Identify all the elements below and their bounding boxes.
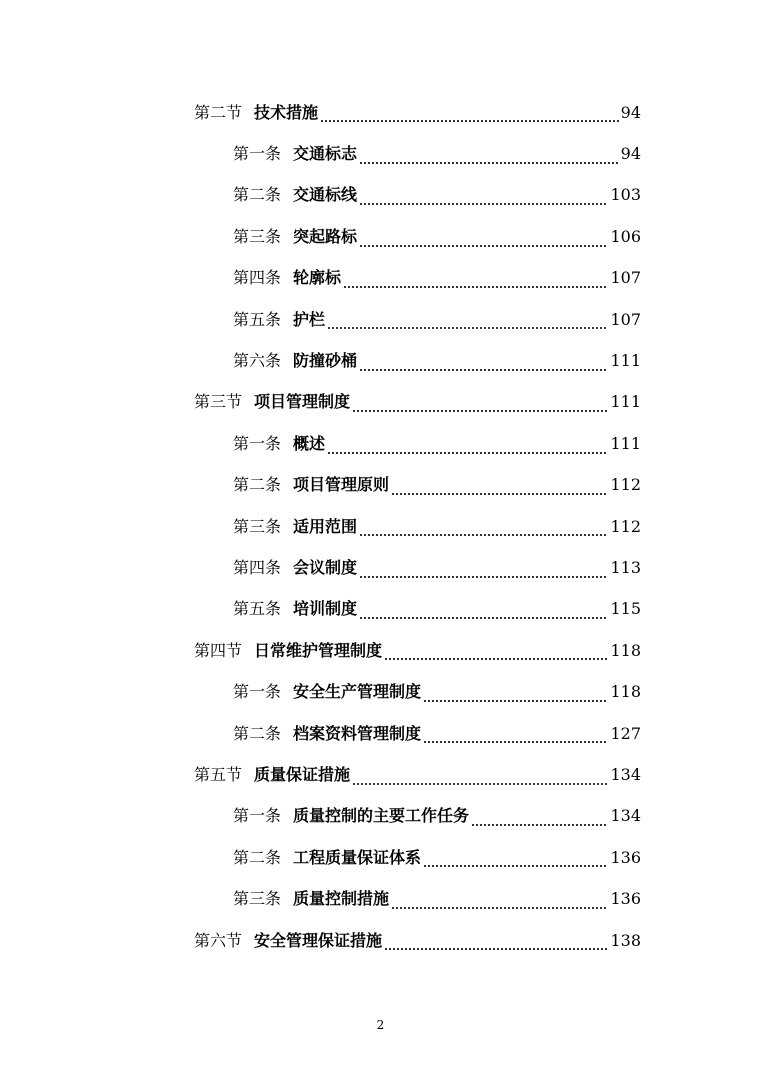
toc-entry-number: 第五条 [233, 309, 282, 329]
toc-entry-title: 质量控制措施 [293, 889, 390, 909]
toc-entry[interactable] [0, 299, 641, 340]
toc-entry-title: 安全管理保证措施 [254, 930, 383, 950]
dot-leader [391, 478, 608, 496]
toc-entry-title: 轮廓标 [293, 268, 342, 288]
toc-entry-title: 防撞砂桶 [293, 351, 358, 371]
toc-entry-number: 第五条 [233, 599, 282, 619]
toc-entry-number: 第六节 [194, 930, 243, 950]
dot-leader [359, 519, 608, 537]
toc-entry-title: 技术措施 [254, 102, 319, 122]
toc-entry[interactable] [0, 258, 641, 299]
toc-entry-page: 111 [610, 433, 641, 453]
toc-entry[interactable] [0, 506, 641, 547]
toc-entry-title: 突起路标 [293, 226, 358, 246]
toc-entry[interactable] [0, 423, 641, 464]
toc-entry-title: 项目管理制度 [254, 392, 351, 412]
toc-entry-page: 107 [610, 309, 641, 329]
toc-entry-page: 94 [620, 102, 641, 122]
toc-entry-page: 107 [610, 268, 641, 288]
toc-entry-number: 第二节 [194, 102, 243, 122]
dot-leader [384, 933, 608, 951]
dot-leader [327, 312, 608, 330]
toc-entry-page: 136 [610, 889, 641, 909]
toc-entry-number: 第四条 [233, 268, 282, 288]
toc-entry-number: 第一条 [233, 433, 282, 453]
toc-entry-title: 日常维护管理制度 [254, 640, 383, 660]
toc-entry-page: 94 [620, 144, 641, 164]
toc-entry[interactable] [0, 630, 641, 671]
toc-entry-number: 第一条 [233, 682, 282, 702]
toc-entry-page: 136 [610, 847, 641, 867]
toc-entry-page: 113 [610, 557, 641, 577]
toc-entry-number: 第三条 [233, 226, 282, 246]
dot-leader [423, 726, 608, 744]
toc-entry-title: 项目管理原则 [293, 475, 390, 495]
toc-entry-number: 第二条 [233, 723, 282, 743]
toc-entry-title: 交通标志 [293, 144, 358, 164]
dot-leader [471, 809, 608, 827]
toc-entry[interactable] [0, 671, 641, 712]
table-of-contents [0, 92, 761, 961]
toc-entry-title: 安全生产管理制度 [293, 682, 422, 702]
toc-entry-page: 138 [610, 930, 641, 950]
toc-entry-title: 工程质量保证体系 [293, 847, 422, 867]
toc-entry-number: 第五节 [194, 764, 243, 784]
dot-leader [320, 105, 619, 123]
toc-entry-page: 111 [610, 392, 641, 412]
toc-entry-title: 护栏 [293, 309, 326, 329]
toc-entry[interactable] [0, 920, 641, 961]
toc-entry-page: 118 [610, 682, 641, 702]
toc-entry-title: 质量保证措施 [254, 764, 351, 784]
toc-entry-title: 培训制度 [293, 599, 358, 619]
toc-entry-number: 第二条 [233, 185, 282, 205]
toc-entry[interactable] [0, 340, 641, 381]
toc-entry-page: 134 [610, 764, 641, 784]
toc-entry-number: 第三条 [233, 889, 282, 909]
toc-entry[interactable] [0, 796, 641, 837]
toc-entry[interactable] [0, 382, 641, 423]
dot-leader [343, 271, 608, 289]
toc-entry-number: 第二条 [233, 475, 282, 495]
dot-leader [391, 892, 608, 910]
toc-entry[interactable] [0, 133, 641, 174]
toc-entry-title: 档案资料管理制度 [293, 723, 422, 743]
toc-entry-number: 第一条 [233, 806, 282, 826]
toc-entry[interactable] [0, 837, 641, 878]
toc-entry-number: 第四节 [194, 640, 243, 660]
toc-entry[interactable] [0, 92, 641, 133]
toc-entry[interactable] [0, 216, 641, 257]
toc-entry[interactable] [0, 754, 641, 795]
toc-entry[interactable] [0, 175, 641, 216]
toc-entry-title: 交通标线 [293, 185, 358, 205]
toc-entry-title: 会议制度 [293, 557, 358, 577]
dot-leader [359, 561, 608, 579]
toc-entry-page: 112 [610, 475, 641, 495]
toc-entry-number: 第四条 [233, 557, 282, 577]
toc-entry-page: 134 [610, 806, 641, 826]
dot-leader [327, 437, 608, 455]
dot-leader [352, 768, 608, 786]
dot-leader [423, 850, 608, 868]
toc-entry-page: 111 [610, 351, 641, 371]
toc-entry[interactable] [0, 589, 641, 630]
toc-entry-page: 118 [610, 640, 641, 660]
toc-entry-page: 112 [610, 516, 641, 536]
page-number: 2 [376, 1018, 385, 1032]
toc-entry[interactable] [0, 547, 641, 588]
toc-entry-page: 115 [610, 599, 641, 619]
toc-entry[interactable] [0, 465, 641, 506]
toc-entry-number: 第六条 [233, 351, 282, 371]
dot-leader [384, 643, 608, 661]
toc-entry[interactable] [0, 713, 641, 754]
dot-leader [359, 354, 608, 372]
toc-entry-page: 106 [610, 226, 641, 246]
dot-leader [359, 147, 619, 165]
toc-entry-title: 质量控制的主要工作任务 [293, 806, 470, 826]
dot-leader [359, 602, 608, 620]
dot-leader [423, 685, 608, 703]
dot-leader [359, 230, 608, 248]
toc-entry-number: 第一条 [233, 144, 282, 164]
toc-entry-title: 适用范围 [293, 516, 358, 536]
toc-entry-number: 第三条 [233, 516, 282, 536]
toc-entry-page: 103 [610, 185, 641, 205]
toc-entry-number: 第三节 [194, 392, 243, 412]
dot-leader [352, 395, 608, 413]
toc-entry-title: 概述 [293, 433, 326, 453]
dot-leader [359, 188, 608, 206]
toc-entry[interactable] [0, 878, 641, 919]
toc-entry-number: 第二条 [233, 847, 282, 867]
toc-entry-page: 127 [610, 723, 641, 743]
